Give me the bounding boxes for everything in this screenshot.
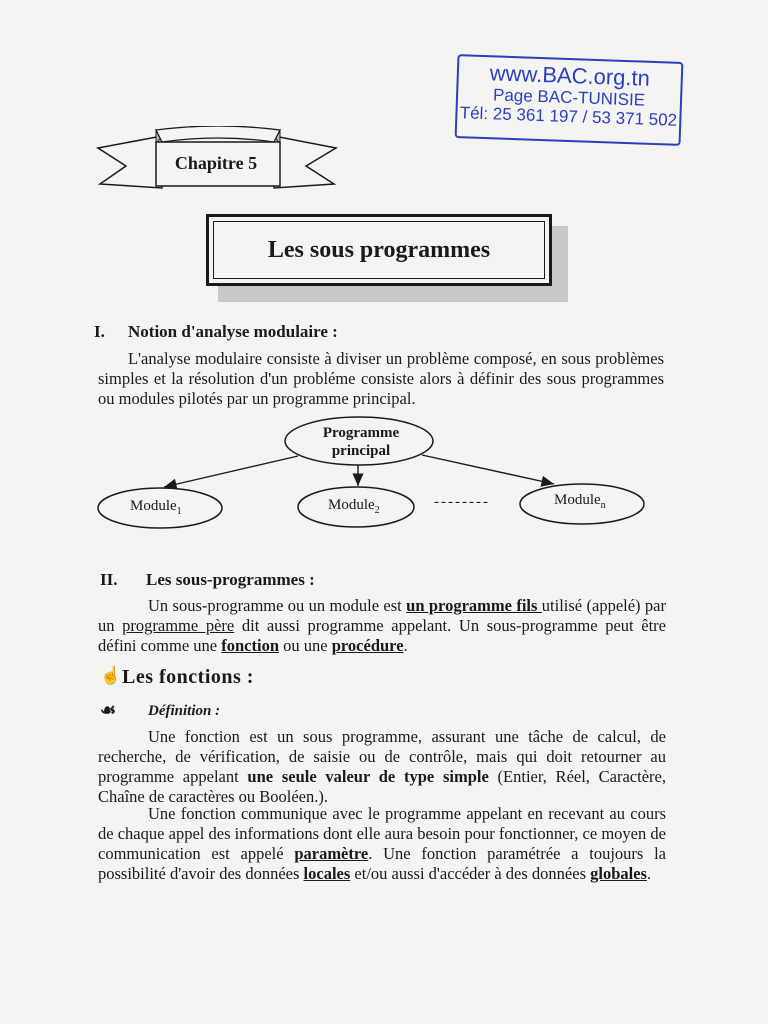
section1-heading: Notion d'analyse modulaire : — [128, 322, 338, 341]
diagram-dashes: -------- — [434, 494, 490, 510]
definition-label: Définition : — [148, 703, 221, 719]
section2-number: II. — [100, 570, 118, 589]
definition-paragraph-2: Une fonction communique avec le programme appelant en recevant au cours de chaque appel des informations dont elle aura besoin pour fonctionner, ce moyen de communication est appelé paramètre. Une fonction paramétrée a toujours la possibilité d'avoir des données locales et/ou aussi d'accéder à des données globales. — [98, 804, 666, 883]
chapter-label: Chapitre 5 — [174, 152, 258, 173]
hand-icon: ☝ — [100, 666, 122, 685]
stamp-page: Page BAC-TUNISIE — [492, 85, 646, 110]
diagram-module2: Module$_2$ — [328, 497, 380, 516]
section1-number: I. — [94, 322, 105, 341]
globales-term: globales — [590, 864, 647, 883]
diagram-root-line1: Programme — [322, 425, 400, 441]
title-box — [206, 214, 552, 286]
diagram-root — [306, 424, 416, 460]
section2-heading: Les sous-programmes : — [146, 570, 315, 589]
page-title: Les sous programmes — [213, 221, 545, 279]
diagram-root-line2: principal — [331, 443, 391, 459]
fonctions-heading: Les fonctions : — [122, 666, 254, 688]
website-stamp — [455, 54, 684, 146]
fleuron-icon: ☙ — [100, 700, 117, 720]
programme-pere-term: programme père — [122, 616, 235, 635]
definition-paragraph-1: Une fonction est un sous programme, assurant une tâche de calcul, de recherche, de vérification, de saisie ou de contrôle, mais qui doit retourner au programme appelant une seule valeur de type simple (Entier, Réel, Caractère, Chaîne de caractères ou Booléen.). — [98, 727, 666, 806]
seule-valeur-term: une seule valeur de type simple — [247, 767, 489, 786]
stamp-phone: Tél: 25 361 197 / 53 371 502 — [459, 103, 678, 130]
procedure-term: procédure — [331, 636, 404, 655]
fonction-term: fonction — [221, 636, 280, 655]
section1-paragraph: L'analyse modulaire consiste à diviser un problème composé, en sous problèmes simples et la résolution d'un probléme consiste alors à définir des sous programmes ou modules pilotés par un programme principal. — [98, 349, 664, 408]
section2-paragraph: Un sous-programme ou un module est un programme fils utilisé (appelé) par un programme père dit aussi programme appelant. Un sous-programme peut être défini comme une fonction ou une procédure. — [98, 596, 666, 655]
programme-fils-term: un programme fils — [406, 596, 542, 615]
diagram-modulen: Module$_n$ — [554, 492, 606, 511]
stamp-website: www.BAC.org.tn — [489, 60, 651, 91]
diagram-module1: Module$_1$ — [130, 498, 182, 517]
parametre-term: paramètre — [294, 844, 369, 863]
locales-term: locales — [303, 864, 351, 883]
